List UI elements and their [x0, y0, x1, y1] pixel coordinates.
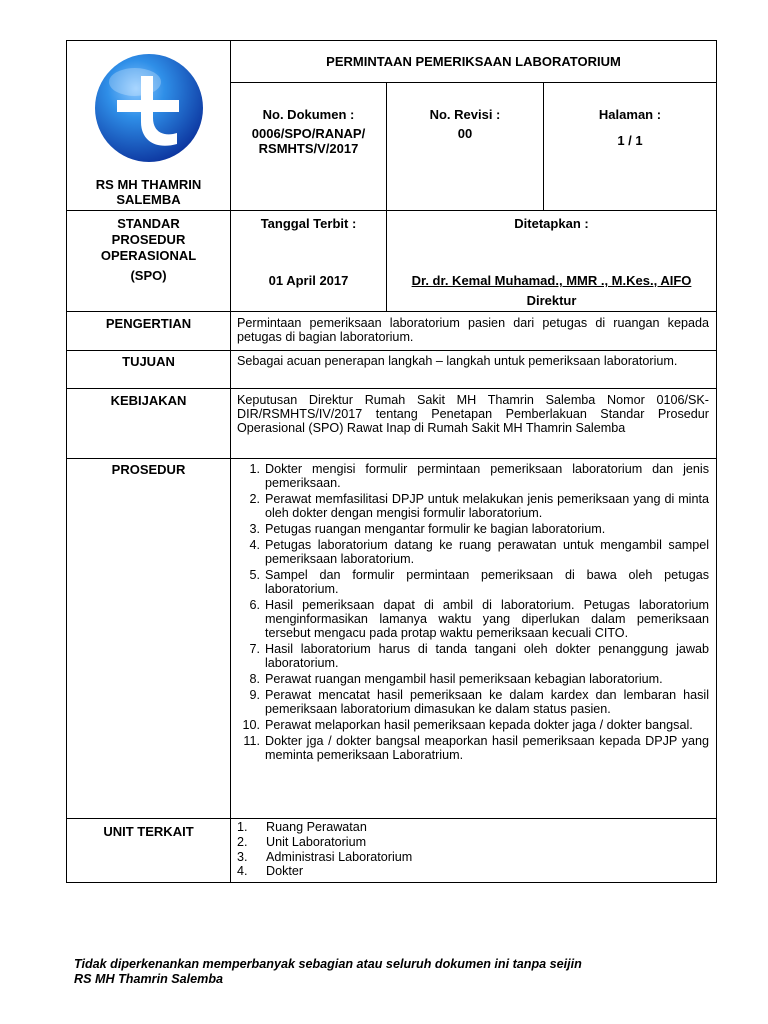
spo-label-line4: (SPO): [130, 268, 167, 283]
prosedur-step-text: Dokter mengisi formulir permintaan pemeriksaan laboratorium dan jenis pemeriksaan.: [265, 462, 709, 491]
hospital-logo: [93, 52, 205, 164]
spo-label-line1: STANDAR: [117, 216, 180, 231]
hospital-logo-icon: [93, 52, 205, 164]
prosedur-step-number: 4.: [249, 537, 260, 552]
unit-item: [237, 820, 709, 835]
prosedur-step-text: Petugas ruangan mengantar formulir ke bagian laboratorium.: [265, 522, 606, 536]
approver-title: Direktur: [526, 293, 577, 308]
doc-number-value-line1: 0006/SPO/RANAP/: [251, 126, 366, 141]
prosedur-step-number: 3.: [249, 522, 260, 536]
prosedur-step-text: Sampel dan formulir permintaan pemeriksaan di bawa oleh petugas laboratorium.: [265, 567, 709, 596]
prosedur-step-number: 11.: [243, 733, 260, 748]
unit-item-number: 2.: [237, 834, 248, 849]
prosedur-step: [236, 734, 709, 762]
prosedur-step-text: Perawat memfasilitasi DPJP untuk melakukan jenis pemeriksaan yang di minta oleh dokter dengan mengisi formulir laboratorium.: [265, 492, 709, 521]
unit-item-text: Ruang Perawatan: [266, 820, 367, 834]
prosedur-step-text: Perawat mencatat hasil pemeriksaan ke dalam kardex dan lembaran hasil pemeriksaan laboratorium dimasukan ke dalam status pasien.: [265, 687, 709, 716]
doc-number-value-line2: RSMHTS/V/2017: [258, 141, 359, 156]
issue-date-value: 01 April 2017: [268, 273, 349, 288]
prosedur-step-number: 5.: [249, 567, 260, 582]
footer-line2: RS MH Thamrin Salemba: [74, 972, 224, 986]
tujuan-label: TUJUAN: [122, 354, 175, 369]
prosedur-step: [236, 492, 709, 520]
tujuan-text: Sebagai acuan penerapan langkah – langkah untuk pemeriksaan laboratorium.: [237, 354, 678, 368]
pengertian-label: PENGERTIAN: [105, 316, 192, 331]
prosedur-step: [236, 718, 709, 732]
revision: [386, 107, 544, 141]
kebijakan-label: KEBIJAKAN: [110, 393, 187, 408]
spo-label-line2: PROSEDUR: [111, 232, 186, 247]
prosedur-step: [236, 568, 709, 596]
revision-value: 00: [457, 126, 473, 141]
unit-item: [237, 850, 709, 865]
prosedur-step-text: Hasil pemeriksaan dapat di ambil di laboratorium. Petugas laboratorium menginformasikan lamanya waktu yang diperlukan dalam pemeriksaan tersebut mengacu pada protap waktu pemeriksaan kecuali CITO.: [265, 597, 709, 641]
prosedur-step-number: 9.: [249, 687, 260, 702]
page-number-label: Halaman :: [598, 107, 662, 122]
doc-number-label: No. Dokumen :: [262, 107, 355, 122]
approval-label: Ditetapkan :: [514, 216, 589, 231]
prosedur-step-number: 7.: [249, 642, 260, 656]
prosedur-label: PROSEDUR: [111, 462, 186, 477]
prosedur-step-number: 1.: [249, 462, 260, 476]
revision-label: No. Revisi :: [429, 107, 501, 122]
prosedur-step-text: Hasil laboratorium harus di tanda tangani oleh dokter penanggung jawab laboratorium.: [265, 642, 709, 671]
hospital-name-line1: RS MH THAMRIN: [95, 177, 202, 192]
issue-date: [230, 216, 387, 288]
prosedur-items: [236, 462, 709, 762]
prosedur-step-text: Perawat ruangan mengambil hasil pemeriksaan kebagian laboratorium.: [265, 672, 663, 686]
unit-item-number: 1.: [237, 820, 248, 834]
issue-date-label: Tanggal Terbit :: [260, 216, 357, 231]
prosedur-step-number: 10.: [242, 717, 260, 732]
prosedur-label-cell: [66, 458, 231, 819]
unit-item: [237, 835, 709, 850]
prosedur-step: [236, 672, 709, 686]
unit-item-text: Unit Laboratorium: [266, 834, 367, 849]
pengertian-text: Permintaan pemeriksaan laboratorium pasien dari petugas di ruangan kepada petugas di bagian laboratorium.: [237, 316, 709, 345]
page-number: [543, 107, 717, 148]
prosedur-step: [236, 598, 709, 641]
prosedur-step-number: 6.: [249, 597, 260, 612]
prosedur-step: [236, 642, 709, 670]
footer-line1: Tidak diperkenankan memperbanyak sebagian atau seluruh dokumen ini tanpa seijin: [74, 957, 582, 971]
kebijakan-text: Keputusan Direktur Rumah Sakit MH Thamrin Salemba Nomor 0106/SK-DIR/RSMHTS/IV/2017 tentang Penetapan Pemberlakuan Standar Prosedur Operasional (SPO) Rawat Inap di Rumah Sakit MH Thamrin Salemba: [237, 393, 709, 436]
approval: [386, 216, 717, 308]
unit-item-number: 3.: [237, 849, 248, 864]
unit-list: [237, 820, 709, 879]
prosedur-step: [236, 522, 709, 536]
prosedur-step: [236, 462, 709, 490]
doc-number: [230, 107, 387, 156]
page-number-value: 1 / 1: [617, 133, 643, 148]
prosedur-step-text: Dokter jga / dokter bangsal meaporkan hasil pemeriksaan kepada DPJP yang meminta pemeriksaan Laboratrium.: [265, 733, 709, 762]
unit-item-text: Administrasi Laboratorium: [266, 849, 413, 864]
spo-label-line3: OPERASIONAL: [100, 248, 197, 263]
approver-name: Dr. dr. Kemal Muhamad., MMR ., M.Kes., AIFO: [411, 273, 692, 288]
unit-item-text: Dokter: [266, 864, 304, 879]
prosedur-step-text: Petugas laboratorium datang ke ruang perawatan untuk mengambil sampel pemeriksaan laboratorium.: [265, 537, 709, 566]
hospital-name: [66, 177, 231, 207]
prosedur-step: [236, 688, 709, 716]
unit-item-number: 4.: [237, 864, 248, 879]
hospital-name-line2: SALEMBA: [116, 192, 181, 207]
prosedur-list: [236, 462, 709, 764]
document-title: PERMINTAAN PEMERIKSAAN LABORATORIUM: [326, 54, 621, 69]
prosedur-step-number: 8.: [249, 672, 260, 686]
prosedur-step: [236, 538, 709, 566]
unit-items: [237, 820, 709, 879]
prosedur-step-number: 2.: [249, 492, 260, 506]
spo-label: [66, 216, 231, 284]
unit-label: UNIT TERKAIT: [103, 824, 194, 839]
header-revision-cell: [386, 82, 544, 211]
prosedur-step-text: Perawat melaporkan hasil pemeriksaan kepada dokter jaga / dokter bangsal.: [265, 717, 693, 732]
footer-note: [74, 957, 714, 987]
unit-item: [237, 864, 709, 879]
